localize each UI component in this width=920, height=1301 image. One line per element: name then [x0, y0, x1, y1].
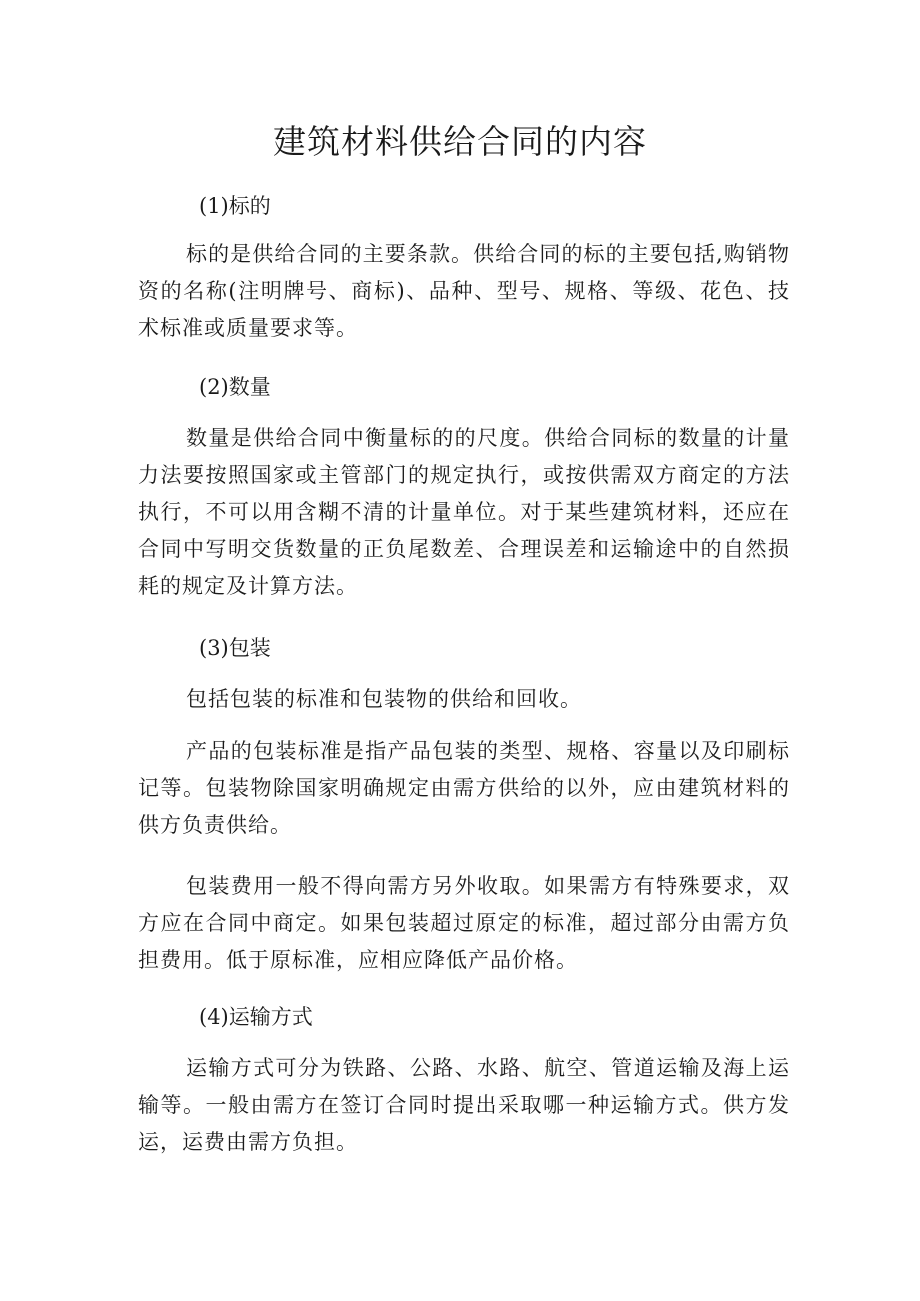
- paragraph-transport: 运输方式可分为铁路、公路、水路、航空、管道运输及海上运输等。一般由需方在签订合同时提出采取哪一种运输方式。供方发运，运费由需方负担。: [138, 1056, 790, 1154]
- paragraph-packaging-cost: 包装费用一般不得向需方另外收取。如果需方有特殊要求，双方应在合同中商定。如果包装超过原定的标准，超过部分由需方负担费用。低于原标准，应相应降低产品价格。: [138, 874, 790, 972]
- document-title: 建筑材料供给合同的内容: [273, 122, 647, 161]
- section-heading-quantity: (2)数量: [199, 375, 271, 399]
- section-heading-transport: (4)运输方式: [199, 1005, 313, 1029]
- paragraph-quantity: 数量是供给合同中衡量标的的尺度。供给合同标的数量的计量力法要按照国家或主管部门的规定执行，或按供需双方商定的方法执行，不可以用含糊不清的计量单位。对于某些建筑材料，还应在合同中写明交货数量的正负尾数差、合理误差和运输途中的自然损耗的规定及计算方法。: [138, 426, 790, 598]
- paragraph-packaging-standard: 产品的包装标准是指产品包装的类型、规格、容量以及印刷标记等。包装物除国家明确规定由需方供给的以外，应由建筑材料的供方负责供给。: [138, 739, 790, 837]
- paragraph-subject: 标的是供给合同的主要条款。供给合同的标的主要包括,购销物资的名称(注明牌号、商标)、品种、型号、规格、等级、花色、技术标准或质量要求等。: [138, 242, 790, 340]
- section-heading-subject: (1)标的: [199, 194, 271, 218]
- section-heading-packaging: (3)包装: [199, 636, 271, 660]
- paragraph-packaging-scope: 包括包装的标准和包装物的供给和回收。: [186, 687, 582, 711]
